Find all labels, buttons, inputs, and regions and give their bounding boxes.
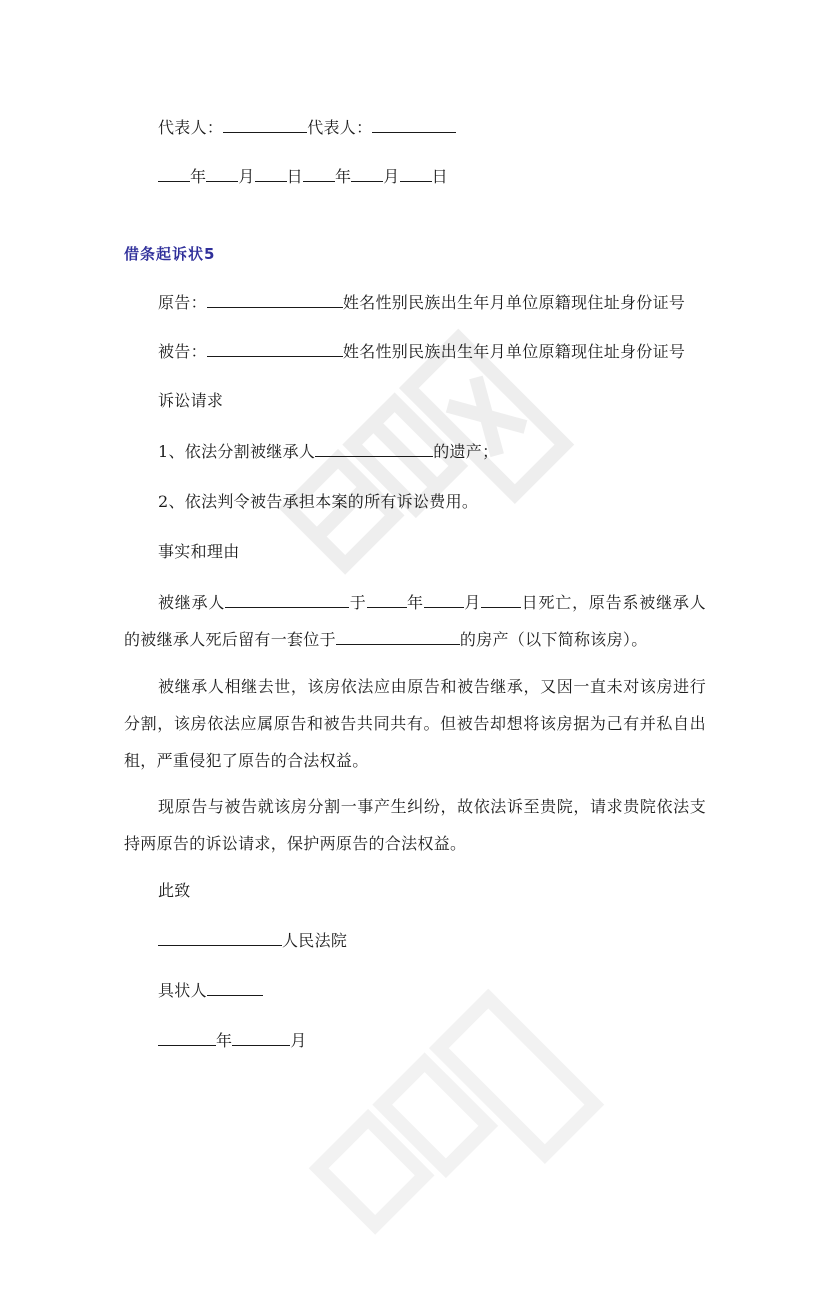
- facts-decedent-blank[interactable]: [225, 592, 349, 608]
- closing-year-blank[interactable]: [158, 1030, 216, 1046]
- defendant-blank[interactable]: [207, 341, 343, 357]
- representative-label-1: 代表人：: [158, 118, 224, 137]
- representative-label-2: 代表人：: [307, 118, 373, 137]
- day-blank-2[interactable]: [400, 166, 432, 182]
- claims-title: 诉讼请求: [158, 391, 224, 410]
- day-blank-1[interactable]: [255, 166, 287, 182]
- representative-line: [158, 117, 456, 139]
- closing-date-line: [158, 1030, 307, 1052]
- plaintiff-fields: 姓名性别民族出生年月单位原籍现住址身份证号: [342, 293, 686, 312]
- facts-month-blank[interactable]: [424, 592, 464, 608]
- day-label-2: 日: [431, 167, 448, 186]
- court-line: [158, 930, 347, 952]
- defendant-label: 被告：: [158, 342, 207, 361]
- signer-label: 具状人: [158, 981, 207, 1000]
- decedent-blank[interactable]: [315, 441, 433, 457]
- plaintiff-blank[interactable]: [207, 292, 343, 308]
- facts-title: 事实和理由: [158, 542, 240, 561]
- facts-p1-d: 月: [463, 593, 482, 612]
- plaintiff-line: [158, 292, 685, 314]
- facts-paragraph-3: 现原告与被告就该房分割一事产生纠纷，故依法诉至贵院，请求贵院依法支持两原告的诉讼请求，保护两原告的合法权益。: [124, 797, 706, 853]
- closing-year-label: 年: [216, 1031, 233, 1050]
- court-blank[interactable]: [158, 930, 282, 946]
- defendant-line: [158, 341, 685, 363]
- salutation: 此致: [158, 881, 191, 900]
- day-label-1: 日: [286, 167, 303, 186]
- facts-paragraph-2: 被继承人相继去世，该房依法应由原告和被告继承，又因一直未对该房进行分割，该房依法应属原告和被告共同共有。但被告却想将该房据为己有并私自出租，严重侵犯了原告的合法权益。: [124, 677, 706, 770]
- signer-blank[interactable]: [207, 980, 263, 996]
- claim-item-1-prefix: 1、依法分割被继承人: [158, 442, 316, 461]
- month-label-1: 月: [238, 167, 255, 186]
- year-label-2: 年: [334, 167, 352, 186]
- month-blank-2[interactable]: [351, 166, 383, 182]
- facts-p1-e: 日死亡，原告系被继承人的被继承人死后留有一套位于: [124, 593, 706, 649]
- year-label-1: 年: [190, 167, 207, 186]
- facts-p1-c: 年: [406, 593, 424, 612]
- watermark-graphic-bottom: [297, 977, 622, 1302]
- month-blank-1[interactable]: [206, 166, 238, 182]
- closing-month-label: 月: [290, 1031, 307, 1050]
- date-line: [158, 166, 448, 188]
- facts-day-blank[interactable]: [481, 592, 521, 608]
- representative-blank-1[interactable]: [223, 117, 307, 133]
- signer-line: [158, 980, 263, 1002]
- claim-item-1: [158, 441, 498, 463]
- claim-item-2: 2、依法判令被告承担本案的所有诉讼费用。: [158, 492, 479, 511]
- facts-year-blank[interactable]: [367, 592, 407, 608]
- defendant-fields: 姓名性别民族出生年月单位原籍现住址身份证号: [342, 342, 686, 361]
- year-blank-1[interactable]: [158, 166, 190, 182]
- facts-location-blank[interactable]: [336, 629, 460, 645]
- facts-p1-b: 于: [349, 593, 367, 612]
- representative-blank-2[interactable]: [372, 117, 456, 133]
- section-heading: 借条起诉状5: [124, 245, 216, 263]
- facts-paragraph-1: [124, 584, 706, 658]
- plaintiff-label: 原告：: [158, 293, 207, 312]
- facts-p1-a: 被继承人: [158, 593, 226, 612]
- court-suffix: 人民法院: [282, 931, 348, 950]
- month-label-2: 月: [383, 167, 400, 186]
- closing-month-blank[interactable]: [232, 1030, 290, 1046]
- facts-p1-f: 的房产（以下简称该房）。: [459, 630, 648, 649]
- claim-item-1-suffix: 的遗产；: [433, 442, 499, 461]
- year-blank-2[interactable]: [303, 166, 335, 182]
